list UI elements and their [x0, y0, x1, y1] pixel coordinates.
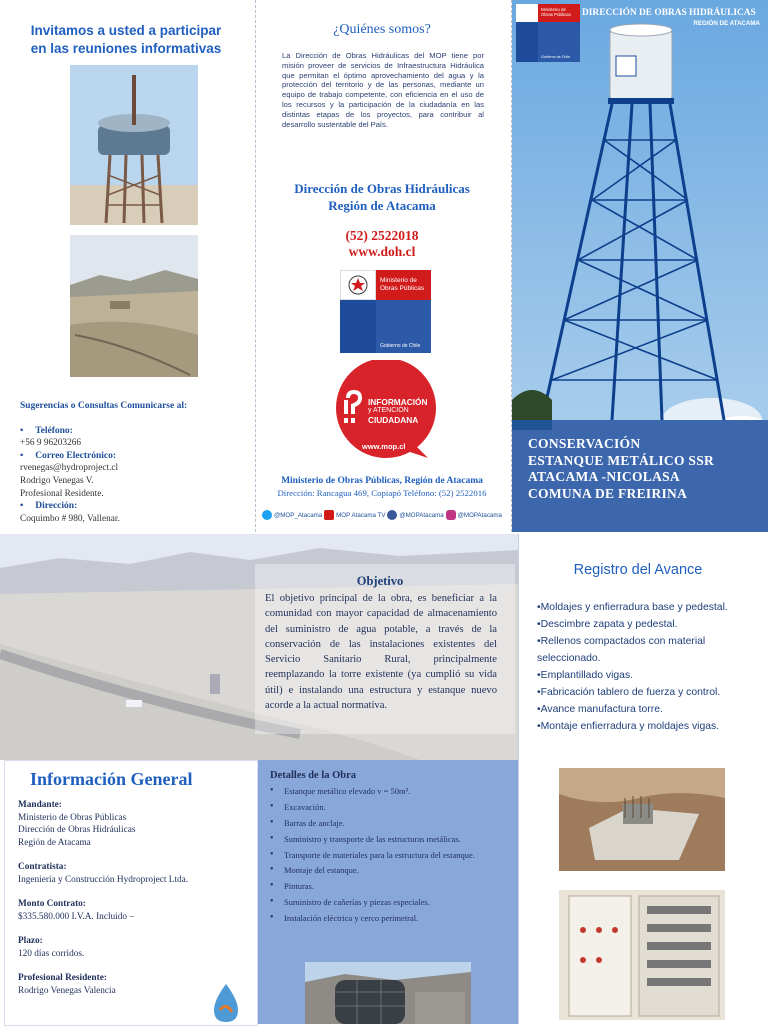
list-item: • Estanque metálico elevado v = 50m³.	[270, 786, 510, 798]
social-links	[262, 510, 502, 520]
list-item: •Montaje enfierradura y moldajes vigas.	[537, 721, 720, 732]
instagram-icon	[446, 510, 456, 520]
list-item: • Excavación.	[270, 802, 510, 814]
direction-phone: (52) 2522018	[345, 228, 419, 243]
work-details-list	[270, 786, 510, 929]
email-address[interactable]: rvenegas@hydroproject.cl	[20, 463, 119, 474]
invitation-title: Invitamos a usted a participar en las reuniones informativas	[30, 23, 222, 56]
list-item: • Barras de anclaje.	[270, 818, 510, 830]
progress-title: Registro del Avance	[573, 562, 703, 578]
ciudadana-logo: INFORMACIÓN y ATENCIÓN CIUDADANA www.mop.cl	[334, 360, 438, 460]
cover-header-region: REGIÓN DE ATACAMA	[693, 20, 760, 27]
ministry-name: Ministerio de Obras Públicas, Región de Atacama	[281, 476, 483, 486]
objective-title: Objetivo	[356, 574, 404, 588]
droplet-icon	[208, 982, 244, 1024]
list-item: • Montaje del estanque.	[270, 865, 510, 877]
work-details-title: Detalles de la Obra	[270, 770, 357, 781]
contact-info: Sugerencias o Consultas Comunicarse al: • Teléfono: +56 9 96203266 • Correo Electrónico: rvenegas@hydroproject.cl Rodrigo Venegas V. Profesional Residente. • Dirección: Coquimbo # 980, Vallenar.	[20, 400, 235, 525]
control-panel-photo	[559, 890, 725, 1020]
list-item: • Instalación eléctrica y cerco perimetral.	[270, 913, 510, 925]
general-info-body: Mandante: Ministerio de Obras Públicas Dirección de Obras Hidráulicas Región de Atacama Contratista: Ingeniería y Construcción Hydroproject Ltda. Monto Contrato: $335.580.000 I.V.A. Incluido – Plazo: 120 días corridos. Profesional Residente: Rodrigo Venegas Valencia	[18, 800, 189, 996]
objective-text: El objetivo principal de la obra, es beneficiar a la comunidad con mayor capacidad de almacenamiento del suministro de agua potable, a través de la conservación de las instalaciones existentes del Servicio Sanitario Rural, principalmente reemplazando la torre existente (ya cumplió su vida útil) e instalando una estructura y estanque nuevo acorde a la actual normativa.	[265, 593, 497, 712]
direction-name: Dirección de Obras Hidráulicas Región de Atacama	[294, 181, 470, 213]
contact-header: Sugerencias o Consultas Comunicarse al:	[20, 401, 188, 411]
list-item: • Transporte de materiales para la estructura del estanque.	[270, 850, 510, 862]
about-paragraph: La Dirección de Obras Hidráulicas del MOP tiene por misión proveer de servicios de Infraestructura Hidráulica que permitan el óptimo aprovechamiento del agua y la protección del territorio y de las personas, mediante un equipo de trabajo competente, con eficiencia en el uso de los recursos y la participación de la ciudadanía en las distintas etapas de los proyectos, para contribuir al desarrollo sustentable del País.	[282, 51, 484, 129]
list-item: •Emplantillado vigas.	[537, 670, 634, 681]
valley-photo	[70, 235, 198, 377]
cover-mop-logo: Ministerio de Obras Públicas Gobierno de Chile	[516, 4, 580, 62]
fold-line	[518, 534, 519, 1024]
social-facebook[interactable]: @MOPAtacama	[387, 510, 443, 520]
list-item: •Avance manufactura torre.	[537, 704, 663, 715]
direction-web[interactable]: www.doh.cl	[348, 244, 416, 259]
social-instagram[interactable]: @MOPAtacama	[446, 510, 502, 520]
old-tower-photo	[70, 65, 198, 225]
facebook-icon	[387, 510, 397, 520]
ministry-address: Dirección: Rancagua 469, Copiapó Teléfono: (52) 2522016	[277, 488, 487, 498]
fold-line	[255, 0, 256, 532]
list-item: • Pinturas.	[270, 881, 510, 893]
progress-list	[537, 599, 763, 735]
tv-icon	[324, 510, 334, 520]
twitter-icon	[262, 510, 272, 520]
phone-number: +56 9 96203266	[20, 438, 82, 449]
social-tv[interactable]: MOP Atacama TV	[324, 510, 385, 520]
list-item: • Suministro y transporte de las estructuras metálicas.	[270, 834, 510, 846]
about-title: ¿Quiénes somos?	[333, 22, 431, 37]
social-twitter[interactable]: @MOP_Atacama	[262, 510, 322, 520]
list-item: • Suministro de cañerías y piezas especiales.	[270, 897, 510, 909]
list-item: •Descimbre zapata y pedestal.	[537, 619, 678, 630]
tank-photo	[305, 962, 471, 1024]
foundation-photo	[559, 768, 725, 871]
direction-contact	[262, 228, 502, 260]
list-item: •Fabricación tablero de fuerza y control.	[537, 687, 721, 698]
mop-logo: Ministerio de Obras Públicas Gobierno de Chile	[340, 270, 431, 353]
list-item: •Rellenos compactados con material seleccionado.	[537, 636, 706, 664]
cover-header-title: DIRECCIÓN DE OBRAS HIDRÁULICAS	[582, 8, 756, 18]
list-item: •Moldajes y enfierradura base y pedestal.	[537, 602, 728, 613]
cover-title: CONSERVACIÓN ESTANQUE METÁLICO SSR ATACAMA -NICOLASA COMUNA DE FREIRINA	[528, 436, 715, 501]
address: Coquimbo # 980, Vallenar.	[20, 513, 120, 524]
general-info-title: Información General	[30, 769, 193, 789]
